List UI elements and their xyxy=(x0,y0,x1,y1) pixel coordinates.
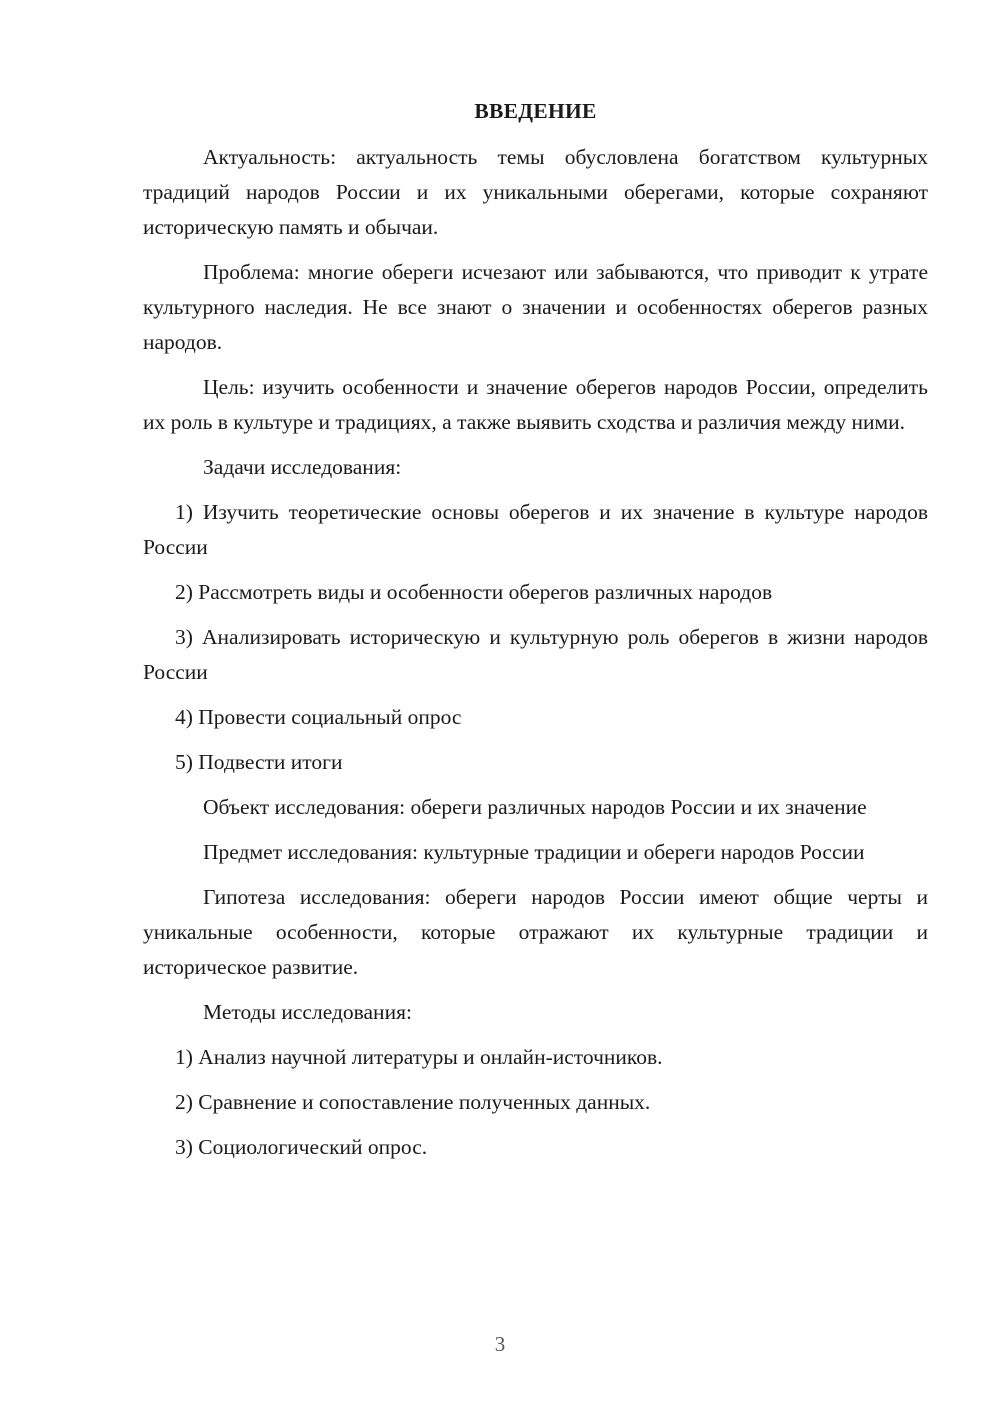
object-paragraph: Объект исследования: обереги различных народов России и их значение xyxy=(203,795,867,819)
task-item: 3) Анализировать историческую и культурную роль оберегов в жизни народов России xyxy=(143,625,928,684)
method-item: 2) Сравнение и сопоставление полученных данных. xyxy=(175,1090,651,1114)
method-item: 3) Социологический опрос. xyxy=(175,1135,428,1159)
page-number: 3 xyxy=(494,1332,506,1356)
problem-paragraph: Проблема: многие обереги исчезают или забываются, что приводит к утрате культурного наследия. Не все знают о значении и особенностях оберегов разных народов. xyxy=(143,260,928,354)
subject-paragraph: Предмет исследования: культурные традиции и обереги народов России xyxy=(203,840,865,864)
method-item: 1) Анализ научной литературы и онлайн-источников. xyxy=(175,1045,663,1069)
goal-paragraph: Цель: изучить особенности и значение оберегов народов России, определить их роль в культуре и традициях, а также выявить сходства и различия между ними. xyxy=(143,375,928,434)
document-page xyxy=(143,96,928,1175)
tasks-heading: Задачи исследования: xyxy=(203,455,402,479)
task-item: 2) Рассмотреть виды и особенности оберегов различных народов xyxy=(175,580,773,604)
task-item: 1) Изучить теоретические основы оберегов и их значение в культуре народов России xyxy=(143,500,928,559)
task-item: 5) Подвести итоги xyxy=(175,750,343,774)
relevance-paragraph: Актуальность: актуальность темы обусловлена богатством культурных традиций народов России и их уникальными оберегами, которые сохраняют историческую память и обычаи. xyxy=(143,145,928,239)
section-title: ВВЕДЕНИЕ xyxy=(474,99,597,123)
methods-heading: Методы исследования: xyxy=(203,1000,412,1024)
task-item: 4) Провести социальный опрос xyxy=(175,705,462,729)
hypothesis-paragraph: Гипотеза исследования: обереги народов России имеют общие черты и уникальные особенности, которые отражают их культурные традиции и историческое развитие. xyxy=(143,885,928,979)
